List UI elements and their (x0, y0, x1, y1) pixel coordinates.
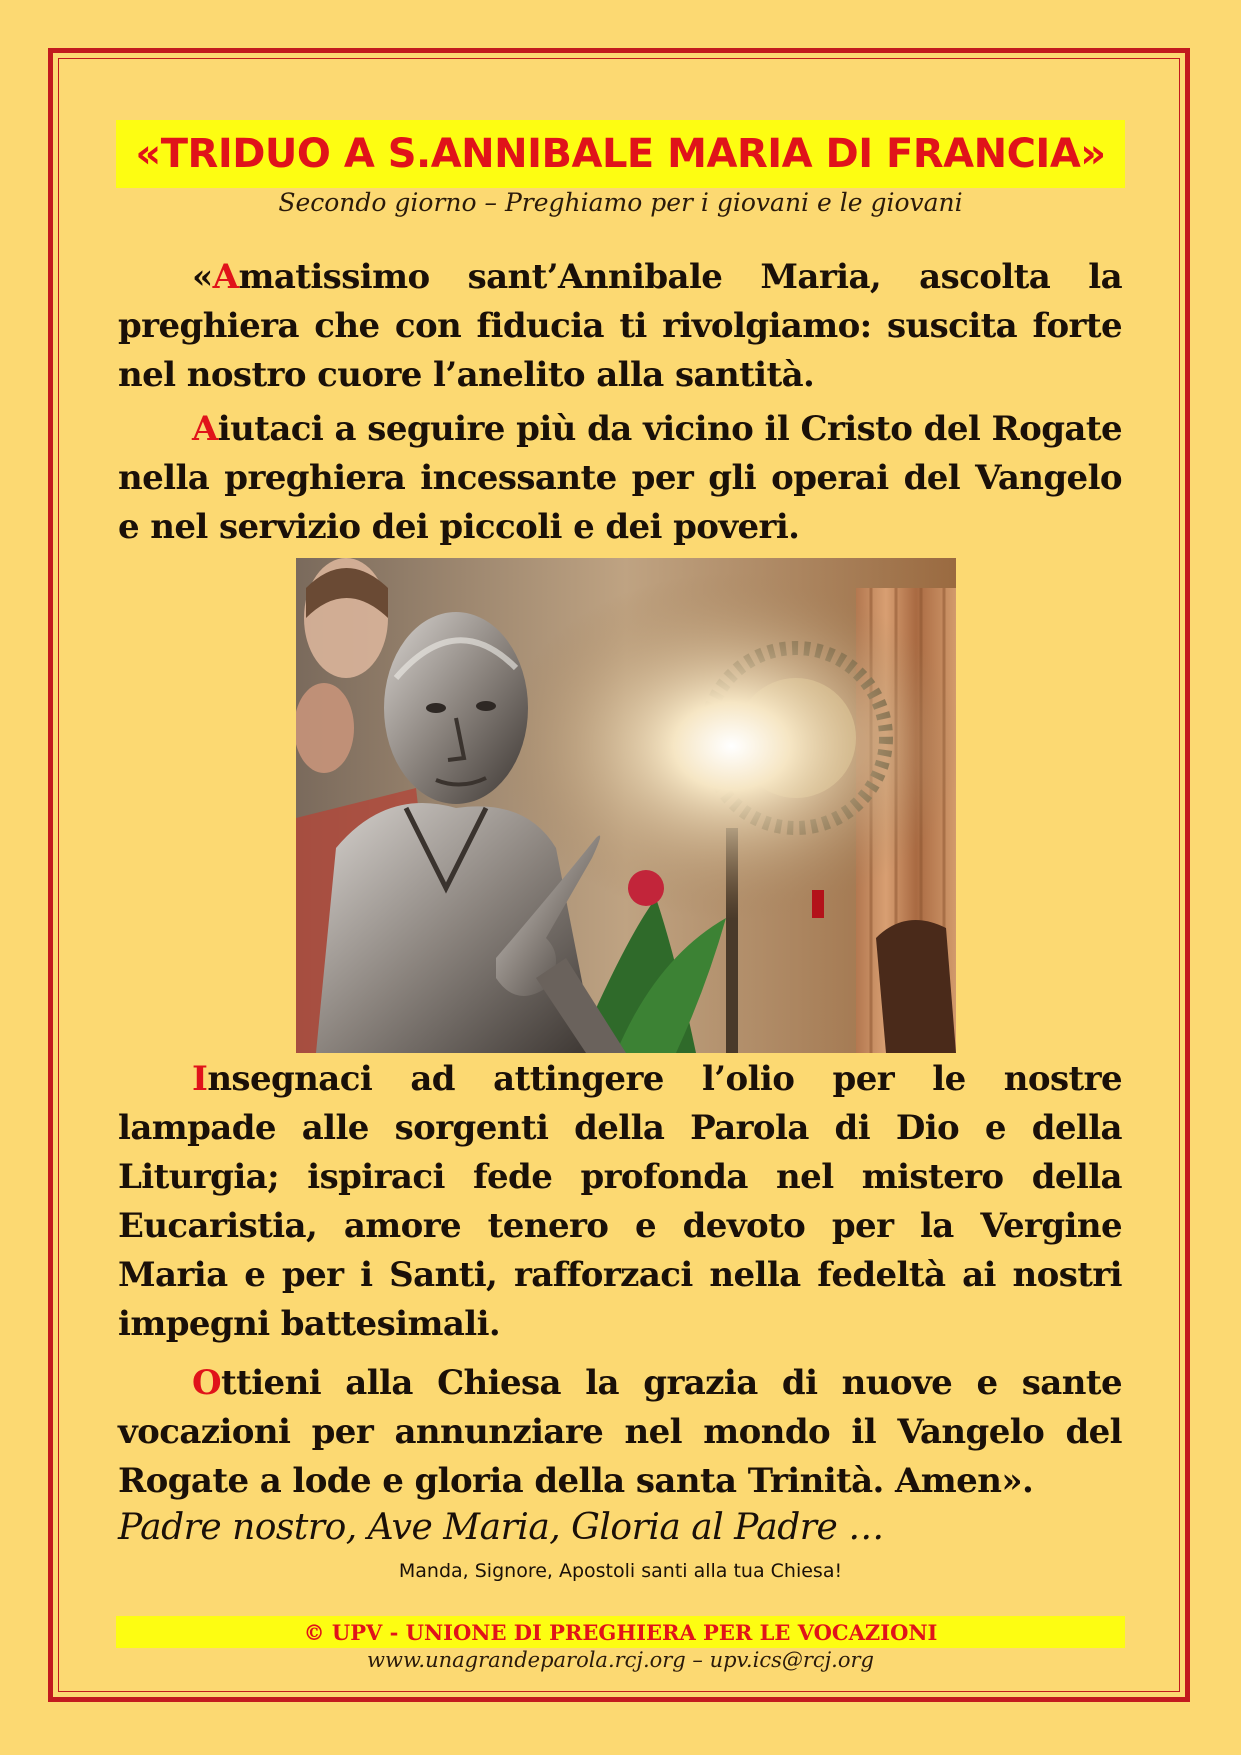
footer-banner (116, 1616, 1125, 1648)
prayer-paragraph-3 (118, 1055, 1122, 1349)
paragraph-4-text: ttieni alla Chiesa la grazia di nuove e sante vocazioni per annunziare nel mondo il Vangelo del Rogate a lode e gloria della santa Trinità. Amen». (118, 1363, 1122, 1501)
dropcap-4: O (192, 1363, 222, 1403)
open-quote: « (192, 257, 213, 297)
footer-title: © UPV - UNIONE DI PREGHIERA PER LE VOCAZIONI (303, 1619, 938, 1645)
paragraph-1-text: matissimo sant’Annibale Maria, ascolta la preghiera che con fiducia ti rivolgiamo: suscita forte nel nostro cuore l’anelito alla santità. (118, 257, 1122, 395)
closing-prayers: Padre nostro, Ave Maria, Gloria al Padre … (118, 1507, 884, 1548)
prayer-paragraph-4 (118, 1359, 1122, 1506)
page-subtitle: Secondo giorno – Preghiamo per i giovani e le giovani (278, 188, 963, 217)
motto: Manda, Signore, Apostoli santi alla tua Chiesa! (398, 1560, 843, 1582)
prayer-paragraph-1 (118, 253, 1122, 400)
page-title: «TRIDUO A S.ANNIBALE MARIA DI FRANCIA» (135, 131, 1106, 177)
statue-photo (296, 558, 956, 1053)
footer-links: www.unagrandeparola.rcj.org – upv.ics@rcj.org (367, 1648, 874, 1672)
statue-illustration (296, 558, 956, 1053)
paragraph-3-text: nsegnaci ad attingere l’olio per le nostre lampade alle sorgenti della Parola di Dio e della Liturgia; ispiraci fede profonda nel mistero della Eucaristia, amore tenero e devoto per la Vergine Maria e per i Santi, rafforzaci nella fedeltà ai nostri impegni battesimali. (118, 1059, 1122, 1344)
prayer-paragraph-2 (118, 405, 1122, 552)
dropcap-3: I (192, 1059, 208, 1099)
dropcap-2: A (192, 409, 218, 449)
title-banner (116, 120, 1125, 188)
dropcap-1: A (212, 257, 239, 297)
paragraph-2-text: iutaci a seguire più da vicino il Cristo del Rogate nella preghiera incessante per gli operai del Vangelo e nel servizio dei piccoli e dei poveri. (118, 409, 1122, 547)
